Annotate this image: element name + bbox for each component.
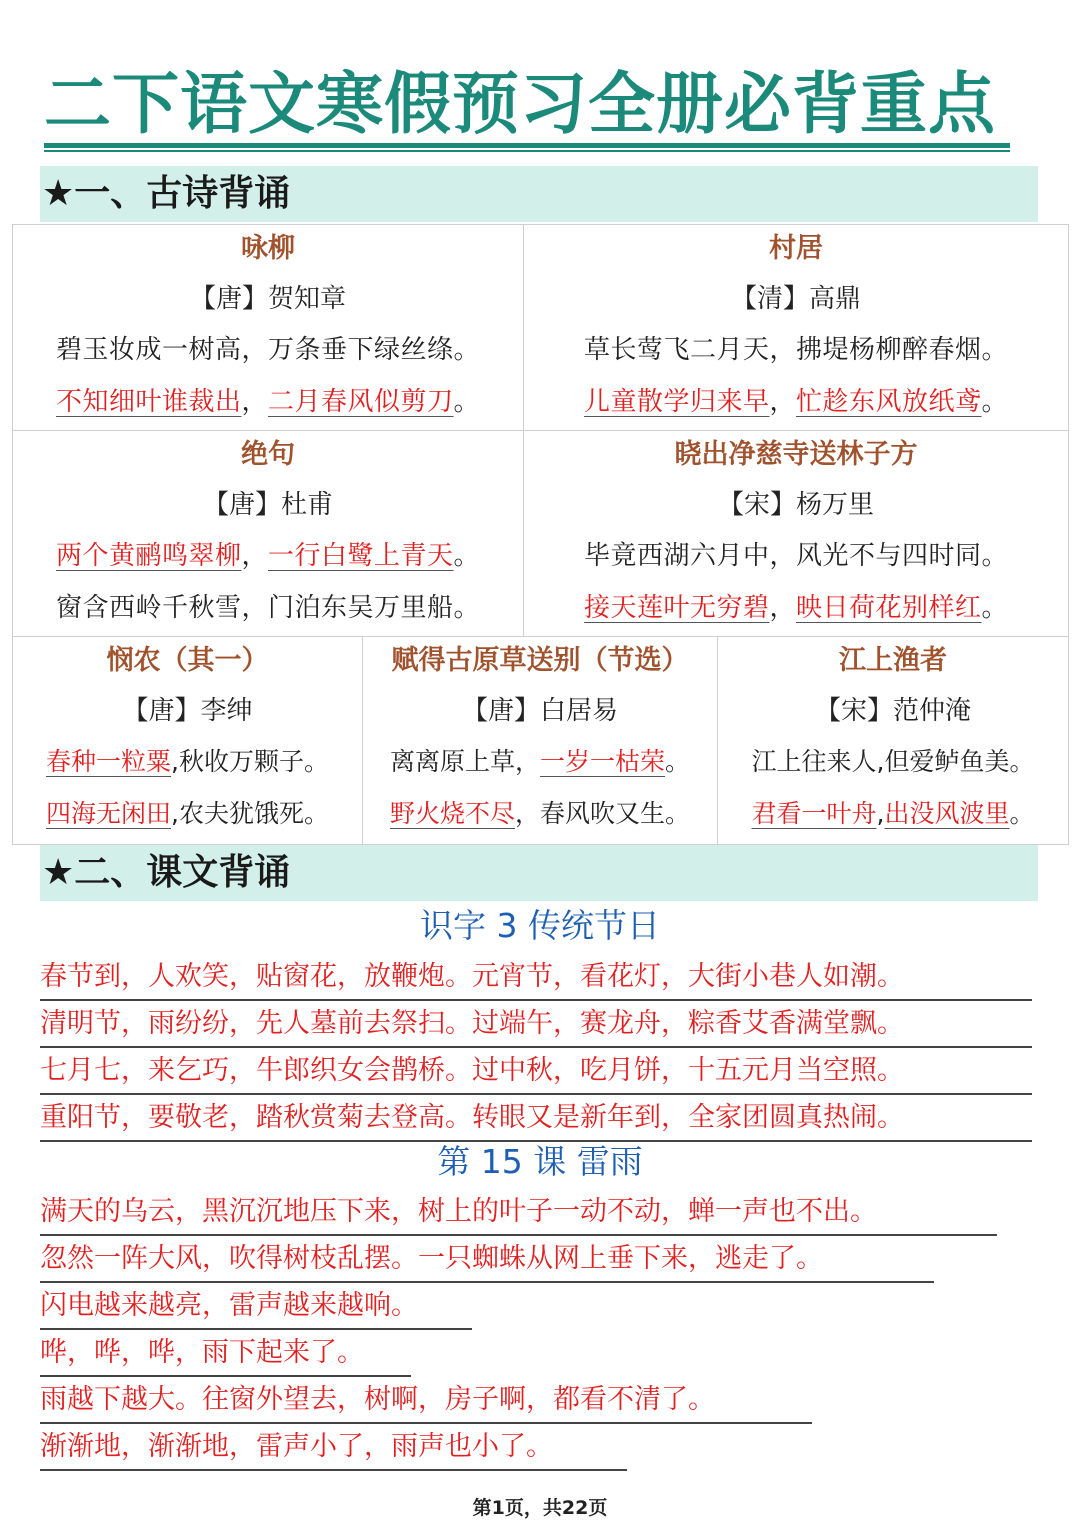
poem-cell <box>363 637 718 845</box>
poem-line <box>718 737 1068 789</box>
poem-author: 【宋】范仲淹 <box>814 696 971 726</box>
text-line: 清明节，雨纷纷，先人墓前去祭扫。过端午，赛龙舟，粽香艾香满堂飘。 <box>40 1002 1032 1048</box>
section-header-texts: ★二、课文背诵 <box>40 845 1038 901</box>
poem-cell <box>13 431 524 637</box>
page-number: 第1页，共22页 <box>472 1497 608 1519</box>
verse-text: ,农夫犹饿死。 <box>171 799 329 828</box>
key-phrase: 接天莲叶无穷碧 <box>583 593 770 623</box>
text-line: 雨越下越大。往窗外望去，树啊，房子啊，都看不清了。 <box>40 1378 812 1424</box>
poem-cell <box>718 637 1069 845</box>
key-phrase: 映日荷花别样红 <box>796 593 982 623</box>
verse-text: 。 <box>1009 799 1035 828</box>
key-phrase: 两个黄鹂鸣翠柳 <box>55 541 242 571</box>
text-line: 渐渐地，渐渐地，雷声小了，雨声也小了。 <box>40 1425 627 1471</box>
poem-title: 村居 <box>769 233 823 264</box>
verse-text: 窗含西岭千秋雪，门泊东吴万里船。 <box>55 593 480 623</box>
key-phrase: 不知细叶谁裁出 <box>55 387 242 417</box>
poem-row <box>13 431 1069 637</box>
section-header-poems: ★一、古诗背诵 <box>40 166 1038 222</box>
key-phrase: 春种一粒粟 <box>46 747 172 776</box>
poem-line <box>13 325 523 377</box>
page-title: 二下语文寒假预习全册必背重点 <box>44 65 996 143</box>
poem-title: 咏柳 <box>241 233 295 264</box>
text-line: 七月七，来乞巧，牛郎织女会鹊桥。过中秋，吃月饼，十五元月当空照。 <box>40 1049 1032 1095</box>
verse-text: ， <box>769 387 796 417</box>
title-underline-thin <box>44 150 1010 152</box>
poem-line <box>524 583 1068 635</box>
verse-text: 。 <box>981 593 1009 623</box>
verse-text: , <box>876 799 885 828</box>
poem-line <box>13 531 523 583</box>
poem-title: 绝句 <box>241 439 295 470</box>
key-phrase: 君看一叶舟 <box>751 799 877 828</box>
verse-text: ， <box>241 387 268 417</box>
key-phrase: 野火烧不尽 <box>389 799 515 828</box>
verse-text: 毕竟西湖六月中，风光不与四时同。 <box>583 541 1008 571</box>
poem-line <box>363 789 717 841</box>
poem-row <box>13 637 1069 845</box>
poem-title: 江上渔者 <box>839 645 947 676</box>
key-phrase: 一行白鹭上青天 <box>268 541 454 571</box>
poem-line <box>524 531 1068 583</box>
poem-cell <box>524 225 1069 431</box>
poem-author: 【清】高鼎 <box>730 284 861 314</box>
poem-table <box>12 224 1069 845</box>
text-line: 闪电越来越亮，雷声越来越响。 <box>40 1284 472 1330</box>
poem-title: 赋得古原草送别（节选） <box>391 645 689 676</box>
poem-author: 【宋】杨万里 <box>717 490 874 520</box>
verse-text: ,秋收万颗子。 <box>171 747 329 776</box>
poem-line <box>13 737 362 789</box>
poem-cell <box>13 637 363 845</box>
verse-text: ，春风吹又生。 <box>515 799 691 828</box>
key-phrase: 四海无闲田 <box>46 799 172 828</box>
title-underline <box>44 143 1010 148</box>
poem-row <box>13 225 1069 431</box>
text-line: 满天的乌云，黑沉沉地压下来，树上的叶子一动不动，蝉一声也不出。 <box>40 1190 997 1236</box>
poem-line <box>13 377 523 429</box>
verse-text: 。 <box>453 541 481 571</box>
verse-text: 草长莺飞二月天，拂堤杨柳醉春烟。 <box>583 335 1008 365</box>
poem-author: 【唐】李绅 <box>122 696 253 726</box>
verse-text: 碧玉妆成一树高，万条垂下绿丝绦。 <box>55 335 480 365</box>
text-line: 重阳节，要敬老，踏秋赏菊去登高。转眼又是新年到，全家团圆真热闹。 <box>40 1096 1032 1142</box>
poem-line <box>524 325 1068 377</box>
poem-line <box>524 377 1068 429</box>
poem-line <box>13 583 523 635</box>
key-phrase: 出没风波里 <box>884 799 1010 828</box>
verse-text: ， <box>241 541 268 571</box>
verse-text: 。 <box>665 747 691 776</box>
lesson-title: 第 15 课 雷雨 <box>437 1142 643 1181</box>
poem-cell <box>524 431 1069 637</box>
poem-author: 【唐】杜甫 <box>202 490 333 520</box>
verse-text: 。 <box>453 387 481 417</box>
key-phrase: 一岁一枯荣 <box>539 747 665 776</box>
key-phrase: 二月春风似剪刀 <box>268 387 454 417</box>
text-line: 哗，哗，哗，雨下起来了。 <box>40 1331 411 1377</box>
key-phrase: 忙趁东风放纸鸢 <box>796 387 982 417</box>
lesson-title: 识字 3 传统节日 <box>420 906 660 945</box>
text-line: 忽然一阵大风，吹得树枝乱摆。一只蜘蛛从网上垂下来，逃走了。 <box>40 1237 934 1283</box>
poem-author: 【唐】白居易 <box>461 696 618 726</box>
verse-text: 离离原上草， <box>389 747 540 776</box>
poem-cell <box>13 225 524 431</box>
verse-text: 。 <box>981 387 1009 417</box>
poem-line <box>363 737 717 789</box>
poem-author: 【唐】贺知章 <box>189 284 346 314</box>
poem-line <box>13 789 362 841</box>
key-phrase: 儿童散学归来早 <box>583 387 770 417</box>
poem-line <box>718 789 1068 841</box>
text-line: 春节到，人欢笑，贴窗花，放鞭炮。元宵节，看花灯，大街小巷人如潮。 <box>40 955 1032 1001</box>
poem-title: 晓出净慈寺送林子方 <box>674 439 918 470</box>
verse-text: 江上往来人,但爱鲈鱼美。 <box>751 747 1035 776</box>
verse-text: ， <box>769 593 796 623</box>
poem-title: 悯农（其一） <box>106 645 269 676</box>
